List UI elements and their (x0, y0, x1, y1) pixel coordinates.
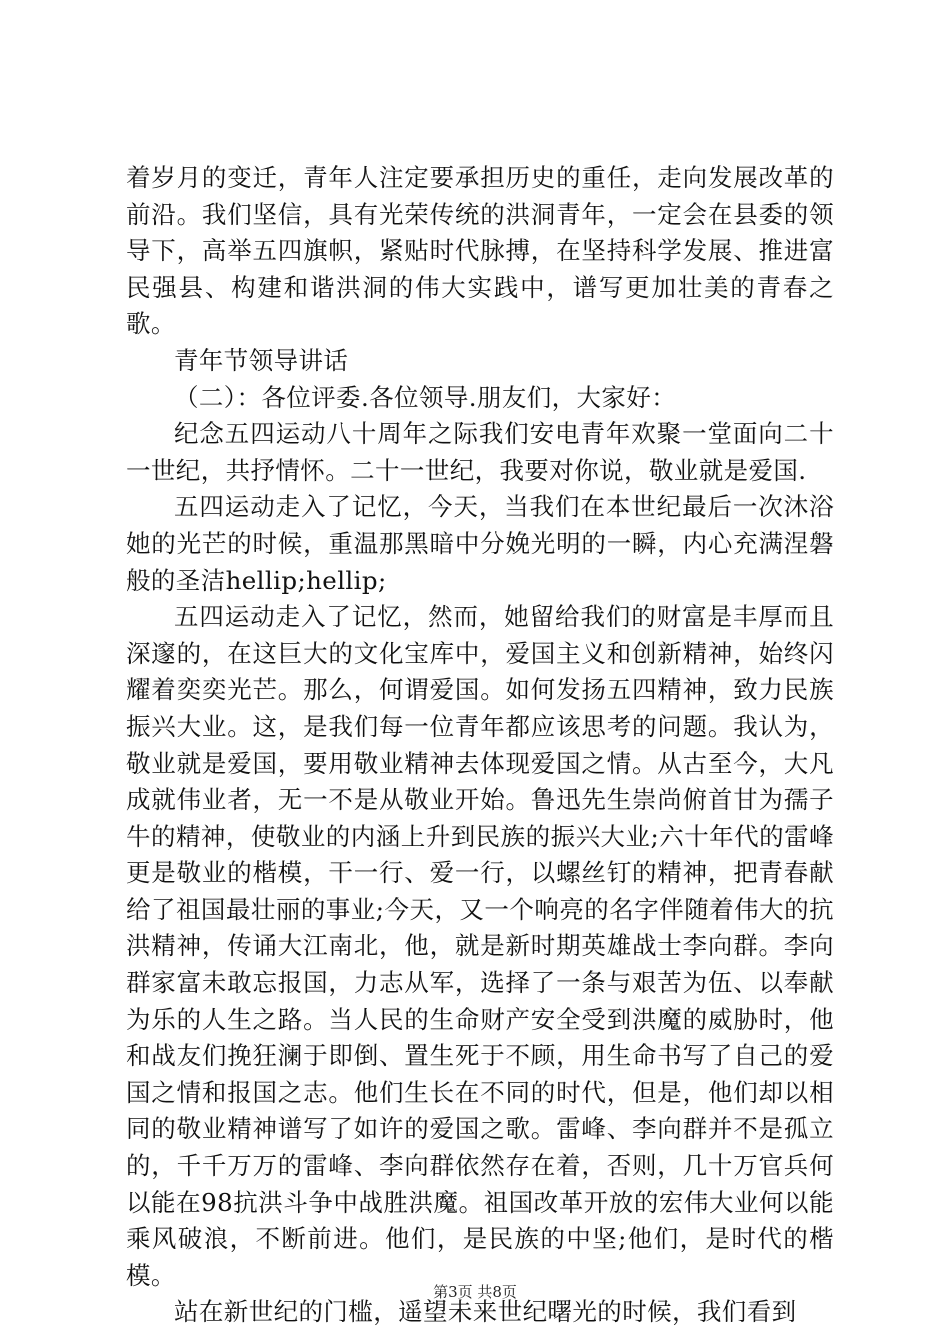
paragraph: 纪念五四运动八十周年之际我们安电青年欢聚一堂面向二十一世纪，共抒情怀。二十一世纪，我要对你说，敬业就是爱国. (126, 419, 834, 485)
section-heading: 青年节领导讲话 (174, 345, 349, 375)
page-number-footer: 第3页 共8页 (433, 1283, 517, 1301)
speech-greeting: （二）：各位评委.各位领导.朋友们，大家好： (174, 382, 677, 412)
paragraph-continuation: 着岁月的变迁，青年人注定要承担历史的重任，走向发展改革的前沿。我们坚信，具有光荣传统的洪洞青年，一定会在县委的领导下，高举五四旗帜，紧贴时代脉搏，在坚持科学发展、推进富民强县、构建和谐洪洞的伟大实践中，谱写更加壮美的青春之歌。 (126, 163, 834, 339)
document-body (126, 160, 834, 1331)
paragraph: 五四运动走入了记忆，然而，她留给我们的财富是丰厚而且深邃的，在这巨大的文化宝库中，爱国主义和创新精神，始终闪耀着奕奕光芒。那么，何谓爱国。如何发扬五四精神，致力民族振兴大业。这，是我们每一位青年都应该思考的问题。我认为，敬业就是爱国，要用敬业精神去体现爱国之情。从古至今，大凡成就伟业者，无一不是从敬业开始。鲁迅先生崇尚俯首甘为孺子牛的精神，使敬业的内涵上升到民族的振兴大业;六十年代的雷峰更是敬业的楷模，干一行、爱一行，以螺丝钉的精神，把青春献给了祖国最壮丽的事业;今天，又一个响亮的名字伴随着伟大的抗洪精神，传诵大江南北，他，就是新时期英雄战士李向群。李向群家富未敢忘报国，力志从军，选择了一条与艰苦为伍、以奉献为乐的人生之路。当人民的生命财产安全受到洪魔的威胁时，他和战友们挽狂澜于即倒、置生死于不顾，用生命书写了自己的爱国之情和报国之志。他们生长在不同的时代，但是，他们却以相同的敬业精神谱写了如许的爱国之歌。雷峰、李向群并不是孤立的，千千万万的雷峰、李向群依然存在着，否则，几十万官兵何以能在98抗洪斗争中战胜洪魔。祖国改革开放的宏伟大业何以能乘风破浪，不断前进。他们，是民族的中坚;他们，是时代的楷模。 (126, 602, 834, 1290)
paragraph: 五四运动走入了记忆，今天，当我们在本世纪最后一次沐浴她的光芒的时候，重温那黑暗中分娩光明的一瞬，内心充满涅磐般的圣洁hellip;hellip; (126, 492, 834, 595)
paragraph: 站在新世纪的门槛，遥望未来世纪曙光的时候，我们看到 (174, 1297, 797, 1327)
